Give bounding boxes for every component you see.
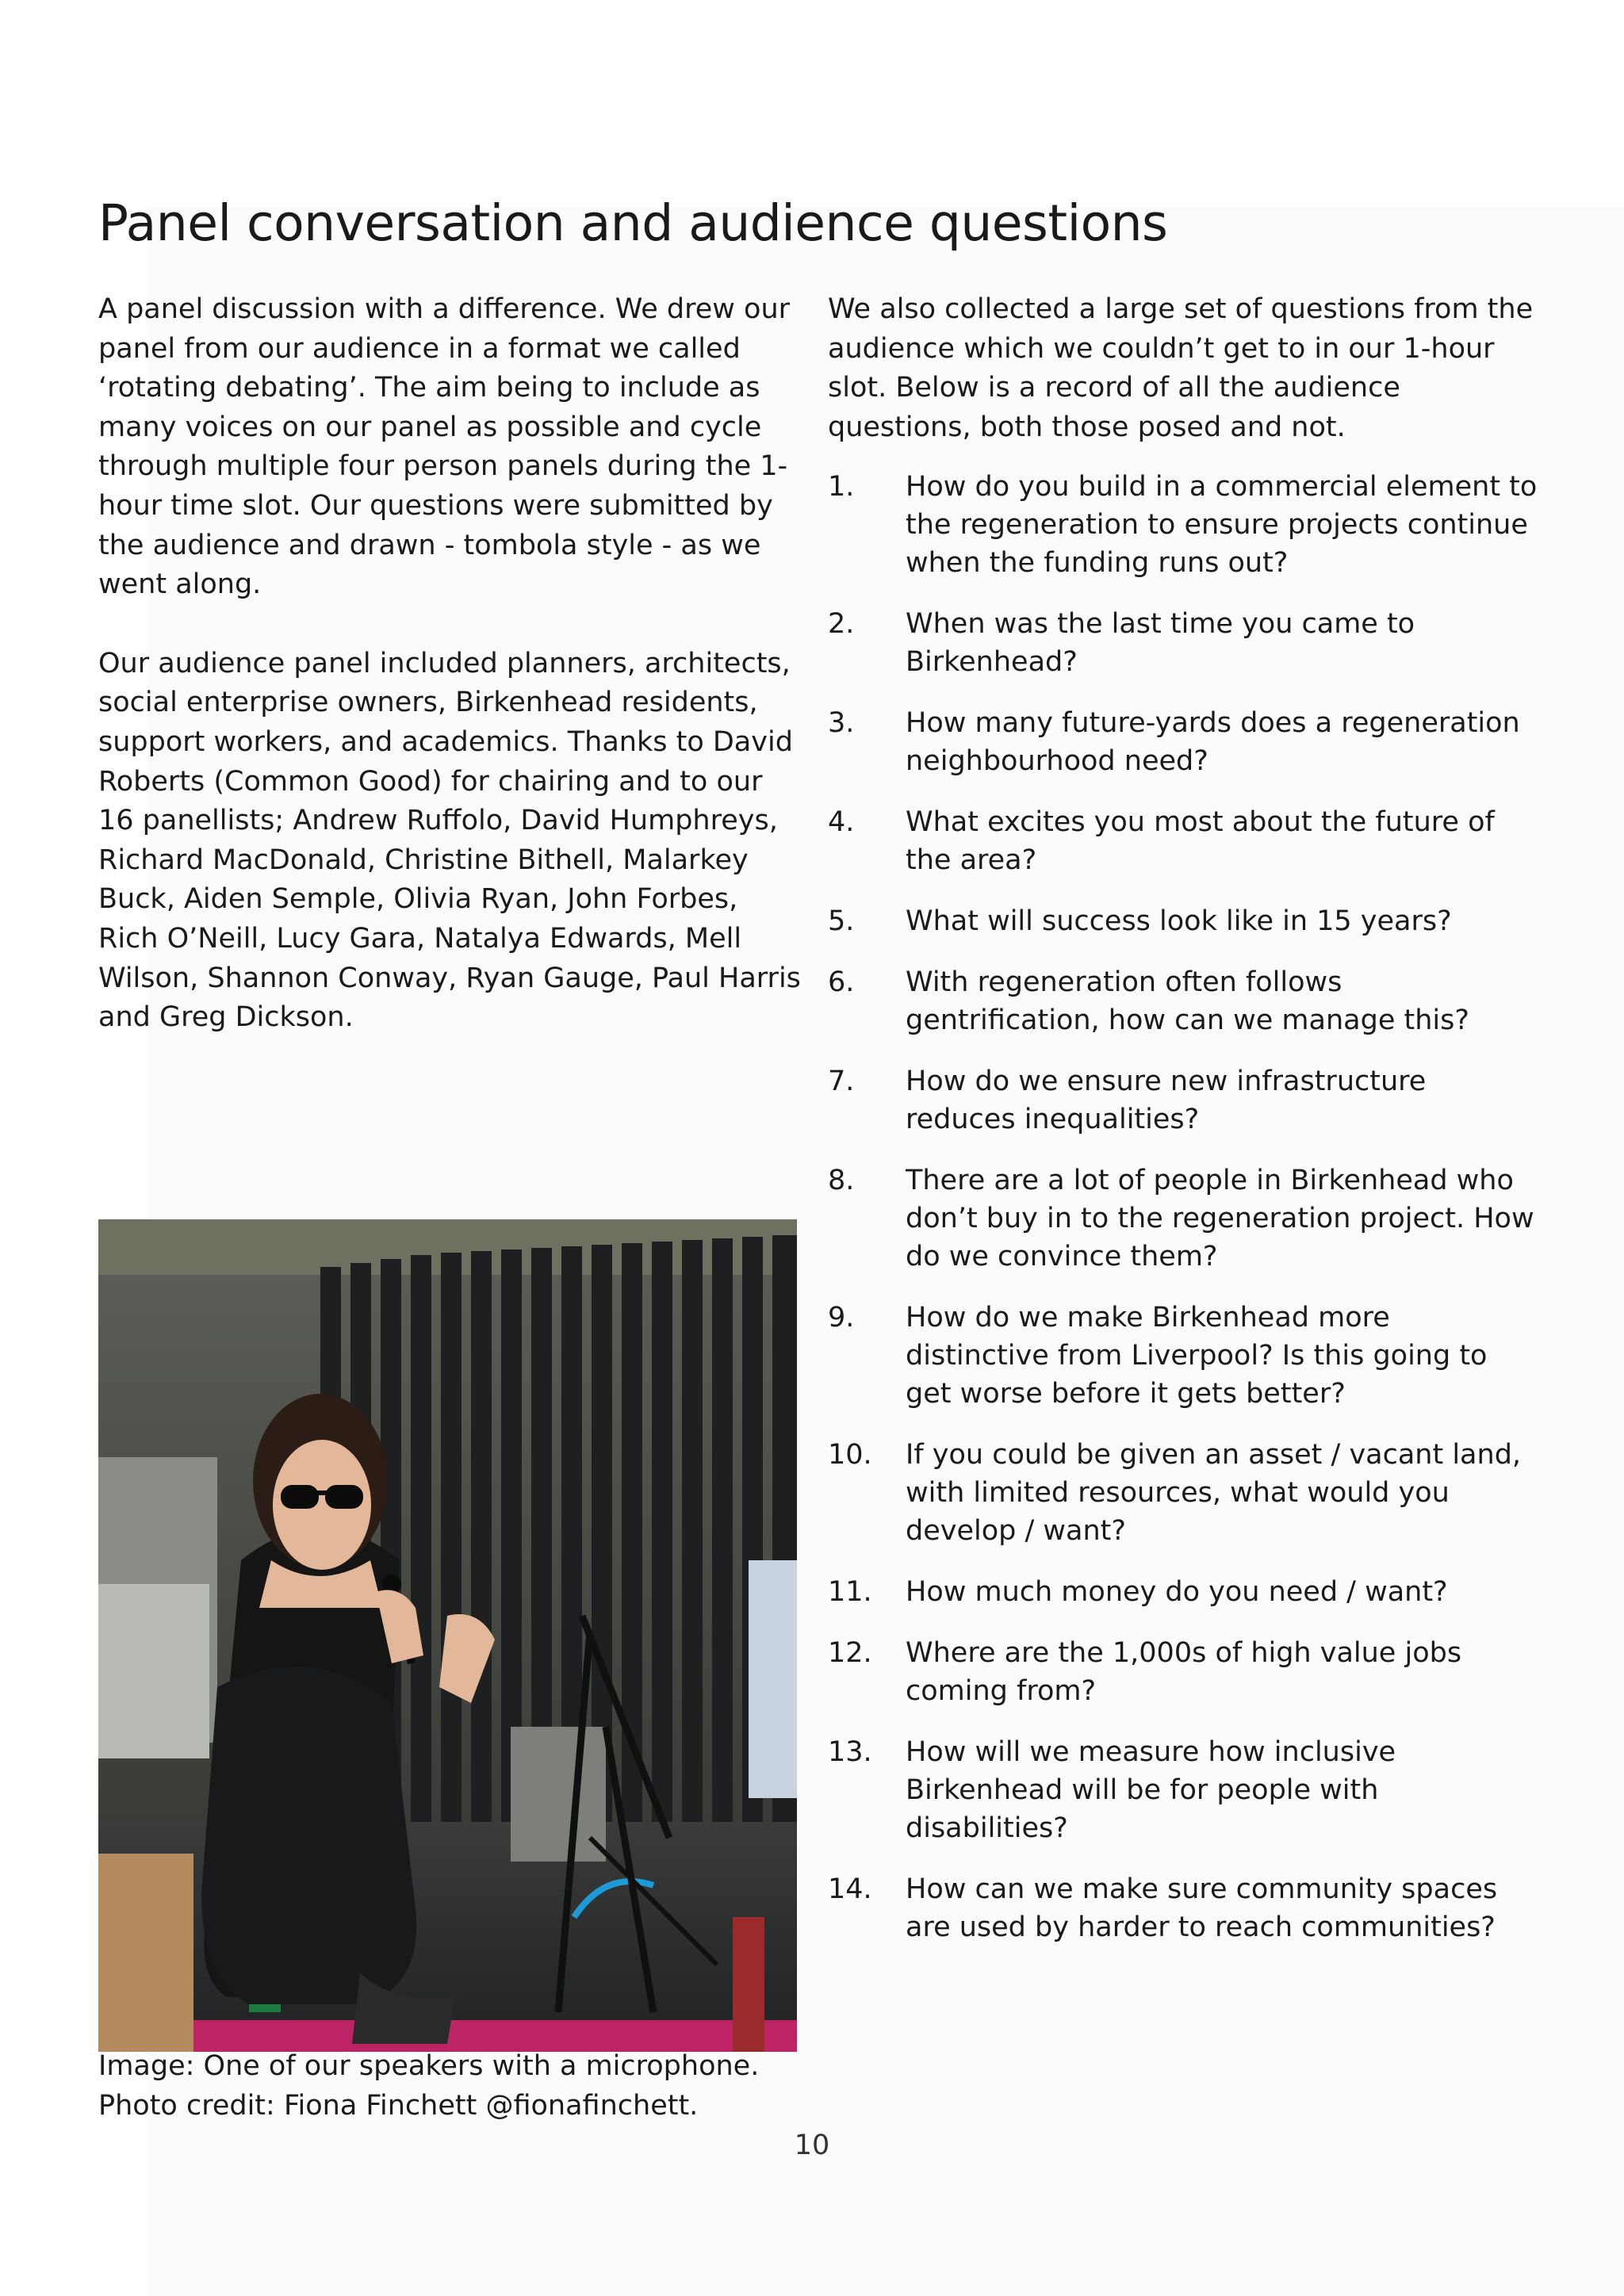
question-text: Where are the 1,000s of high value jobs coming from? <box>906 1637 1462 1708</box>
question-text: How many future-yards does a regeneration neighbourhood need? <box>906 707 1520 778</box>
question-text: How can we make sure community spaces are used by harder to reach communities? <box>906 1873 1498 1944</box>
question-number: 1. <box>828 471 855 503</box>
page-title: Panel conversation and audience questions <box>98 194 1168 252</box>
question-text: When was the last time you came to Birkenhead? <box>906 608 1415 679</box>
question-item <box>828 704 1542 780</box>
question-text: What excites you most about the future of the area? <box>906 806 1495 877</box>
question-item <box>828 1634 1542 1710</box>
speaker-photo <box>98 1219 797 2052</box>
question-number: 8. <box>828 1165 855 1197</box>
question-number: 13. <box>828 1736 872 1769</box>
question-item <box>828 803 1542 879</box>
questions-intro: We also collected a large set of questions from the audience which we couldn’t get to in our 1-hour slot. Below is a record of all the audience questions, both those posed and not. <box>828 293 1534 443</box>
question-text: If you could be given an asset / vacant land, with limited resources, what would you develop / want? <box>906 1439 1522 1548</box>
question-number: 9. <box>828 1302 855 1334</box>
question-number: 5. <box>828 905 855 938</box>
question-item <box>828 1436 1542 1550</box>
question-text: How do we make Birkenhead more distinctive from Liverpool? Is this going to get worse before it gets better? <box>906 1302 1488 1410</box>
intro-paragraph: A panel discussion with a difference. We drew our panel from our audience in a format we called ‘rotating debating’. The aim being to include as many voices on our panel as possible and cycle through multiple four person panels during the 1-hour time slot. Our questions were submitted by the audience and drawn - tombola style - as we went along. <box>98 293 791 601</box>
question-number: 11. <box>828 1576 872 1609</box>
right-column <box>828 290 1542 1969</box>
question-text: There are a lot of people in Birkenhead who don’t buy in to the regeneration project. How do we convince them? <box>906 1165 1534 1273</box>
question-number: 7. <box>828 1066 855 1098</box>
question-item <box>828 1870 1542 1946</box>
question-number: 2. <box>828 608 855 641</box>
questions-list <box>828 468 1542 1946</box>
left-column <box>98 290 804 1077</box>
question-number: 10. <box>828 1439 872 1471</box>
question-text: How do we ensure new infrastructure reduces inequalities? <box>906 1066 1427 1136</box>
question-number: 6. <box>828 966 855 999</box>
question-number: 3. <box>828 707 855 740</box>
question-item <box>828 1062 1542 1138</box>
question-text: What will success look like in 15 years? <box>906 905 1452 938</box>
question-item <box>828 902 1542 940</box>
question-number: 14. <box>828 1873 872 1906</box>
question-item <box>828 963 1542 1039</box>
question-item <box>828 1161 1542 1276</box>
question-text: How do you build in a commercial element to the regeneration to ensure projects continue when the funding runs out? <box>906 471 1538 580</box>
question-number: 4. <box>828 806 855 839</box>
question-text: How will we measure how inclusive Birkenhead will be for people with disabilities? <box>906 1736 1396 1845</box>
page-number: 10 <box>794 2130 830 2161</box>
question-text: How much money do you need / want? <box>906 1576 1448 1609</box>
question-item <box>828 1733 1542 1847</box>
question-item <box>828 1299 1542 1413</box>
question-number: 12. <box>828 1637 872 1670</box>
question-item <box>828 605 1542 681</box>
question-item <box>828 468 1542 582</box>
question-item <box>828 1573 1542 1611</box>
question-text: With regeneration often follows gentrification, how can we manage this? <box>906 966 1469 1037</box>
panellists-paragraph: Our audience panel included planners, architects, social enterprise owners, Birkenhead residents, support workers, and academics. Thanks to David Roberts (Common Good) for chairing and to our 16 panellists; Andrew Ruffolo, David Humphreys, Richard MacDonald, Christine Bithell, Malarkey Buck, Aiden Semple, Olivia Ryan, John Forbes, Rich O’Neill, Lucy Gara, Natalya Edwards, Mell Wilson, Shannon Conway, Ryan Gauge, Paul Harris and Greg Dickson. <box>98 647 801 1034</box>
photo-caption: Image: One of our speakers with a microphone. Photo credit: Fiona Finchett @fionafinchett. <box>98 2050 760 2122</box>
